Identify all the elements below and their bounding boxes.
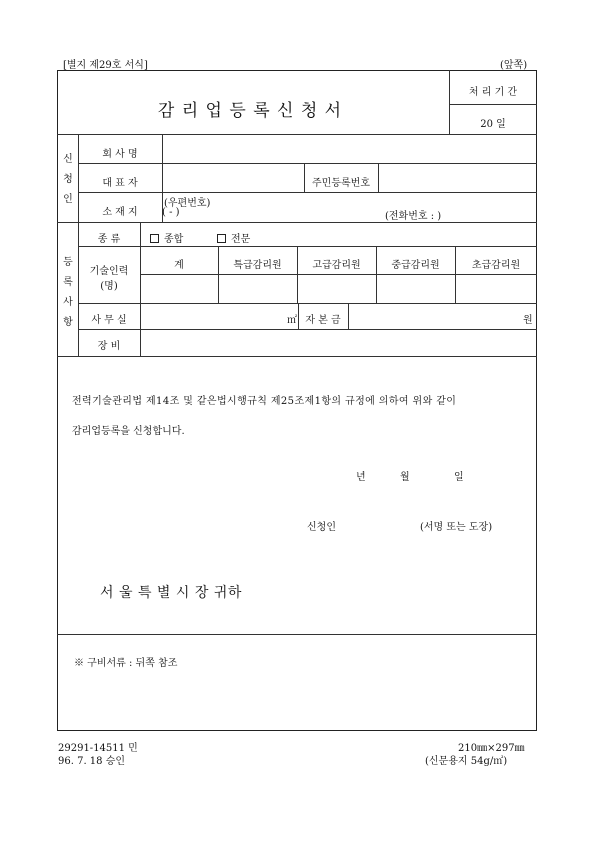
- checkbox-icon[interactable]: [150, 234, 159, 243]
- postal-code-field[interactable]: ( - ): [162, 207, 180, 218]
- registration-section-label: 등 록 사 항: [63, 257, 73, 328]
- footer-paper-type: (신문용지 54g/㎡): [425, 756, 508, 767]
- tech-staff-label: 기술인력 (명): [89, 266, 129, 292]
- footer-code: 29291-14511 민: [58, 743, 138, 754]
- equipment-field[interactable]: [143, 332, 533, 352]
- statement-line-1: 전력기술관리법 제14조 및 같은법시행규칙 제25조제1항의 규정에 의하여 위와 같이: [72, 396, 457, 407]
- representative-field[interactable]: [165, 168, 300, 188]
- capital-unit: 원: [523, 315, 533, 326]
- tech-value-junior[interactable]: [457, 277, 535, 299]
- tech-col-total: 계: [174, 260, 184, 271]
- type-option-general[interactable]: 종합: [150, 230, 183, 245]
- checkbox-icon[interactable]: [217, 234, 226, 243]
- signature-field[interactable]: (서명 또는 도장): [420, 522, 493, 533]
- applicant-section-label: 신 청 인: [63, 154, 73, 205]
- form-number: [별지 제29호 서식]: [63, 60, 148, 71]
- date-day: 일: [454, 472, 464, 483]
- processing-period-label: 처 리 기 간: [468, 87, 518, 98]
- tech-value-intermediate[interactable]: [378, 277, 453, 299]
- applicant-sign-label: 신청인: [307, 522, 336, 533]
- tech-value-total[interactable]: [142, 277, 216, 299]
- office-area-field[interactable]: [143, 306, 283, 326]
- statement-line-2: 감리업등록을 신청합니다.: [72, 426, 185, 437]
- resident-number-label: 주민등록번호: [312, 178, 370, 189]
- phone-number-field[interactable]: (전화번호 : ): [385, 211, 442, 222]
- tech-col-special: 특급감리원: [233, 260, 282, 271]
- tech-col-junior: 초급감리원: [471, 260, 521, 271]
- office-unit: ㎡: [287, 315, 297, 326]
- capital-field[interactable]: [351, 306, 521, 326]
- company-name-label: 회 사 명: [102, 149, 138, 160]
- processing-period-value: 20 일: [480, 119, 506, 130]
- footer-approval: 96. 7. 18 승인: [58, 756, 126, 767]
- form-title: 감 리 업 등 록 신 청 서: [157, 101, 343, 121]
- resident-number-field[interactable]: [381, 168, 533, 188]
- date-month: 월: [400, 472, 410, 483]
- page-side-label: (앞쪽): [500, 60, 528, 71]
- type-option-special[interactable]: 전문: [217, 230, 250, 245]
- tech-value-advanced[interactable]: [299, 277, 374, 299]
- office-label: 사 무 실: [91, 315, 127, 326]
- equipment-label: 장 비: [97, 341, 121, 352]
- capital-label: 자 본 금: [305, 315, 341, 326]
- tech-col-advanced: 고급감리원: [312, 260, 361, 271]
- postal-code-label: (우편번호): [164, 198, 211, 209]
- date-year: 년: [356, 472, 366, 483]
- type-label: 종 류: [97, 234, 121, 245]
- recipient: 서 울 특 별 시 장 귀하: [100, 585, 242, 601]
- tech-col-intermediate: 중급감리원: [391, 260, 440, 271]
- company-name-field[interactable]: [165, 140, 533, 160]
- address-label: 소 재 지: [102, 207, 138, 218]
- attachments-note: ※ 구비서류 : 뒤쪽 참조: [74, 658, 178, 669]
- representative-label: 대 표 자: [102, 178, 138, 189]
- footer-paper-size: 210㎜×297㎜: [458, 743, 525, 754]
- tech-value-special[interactable]: [220, 277, 295, 299]
